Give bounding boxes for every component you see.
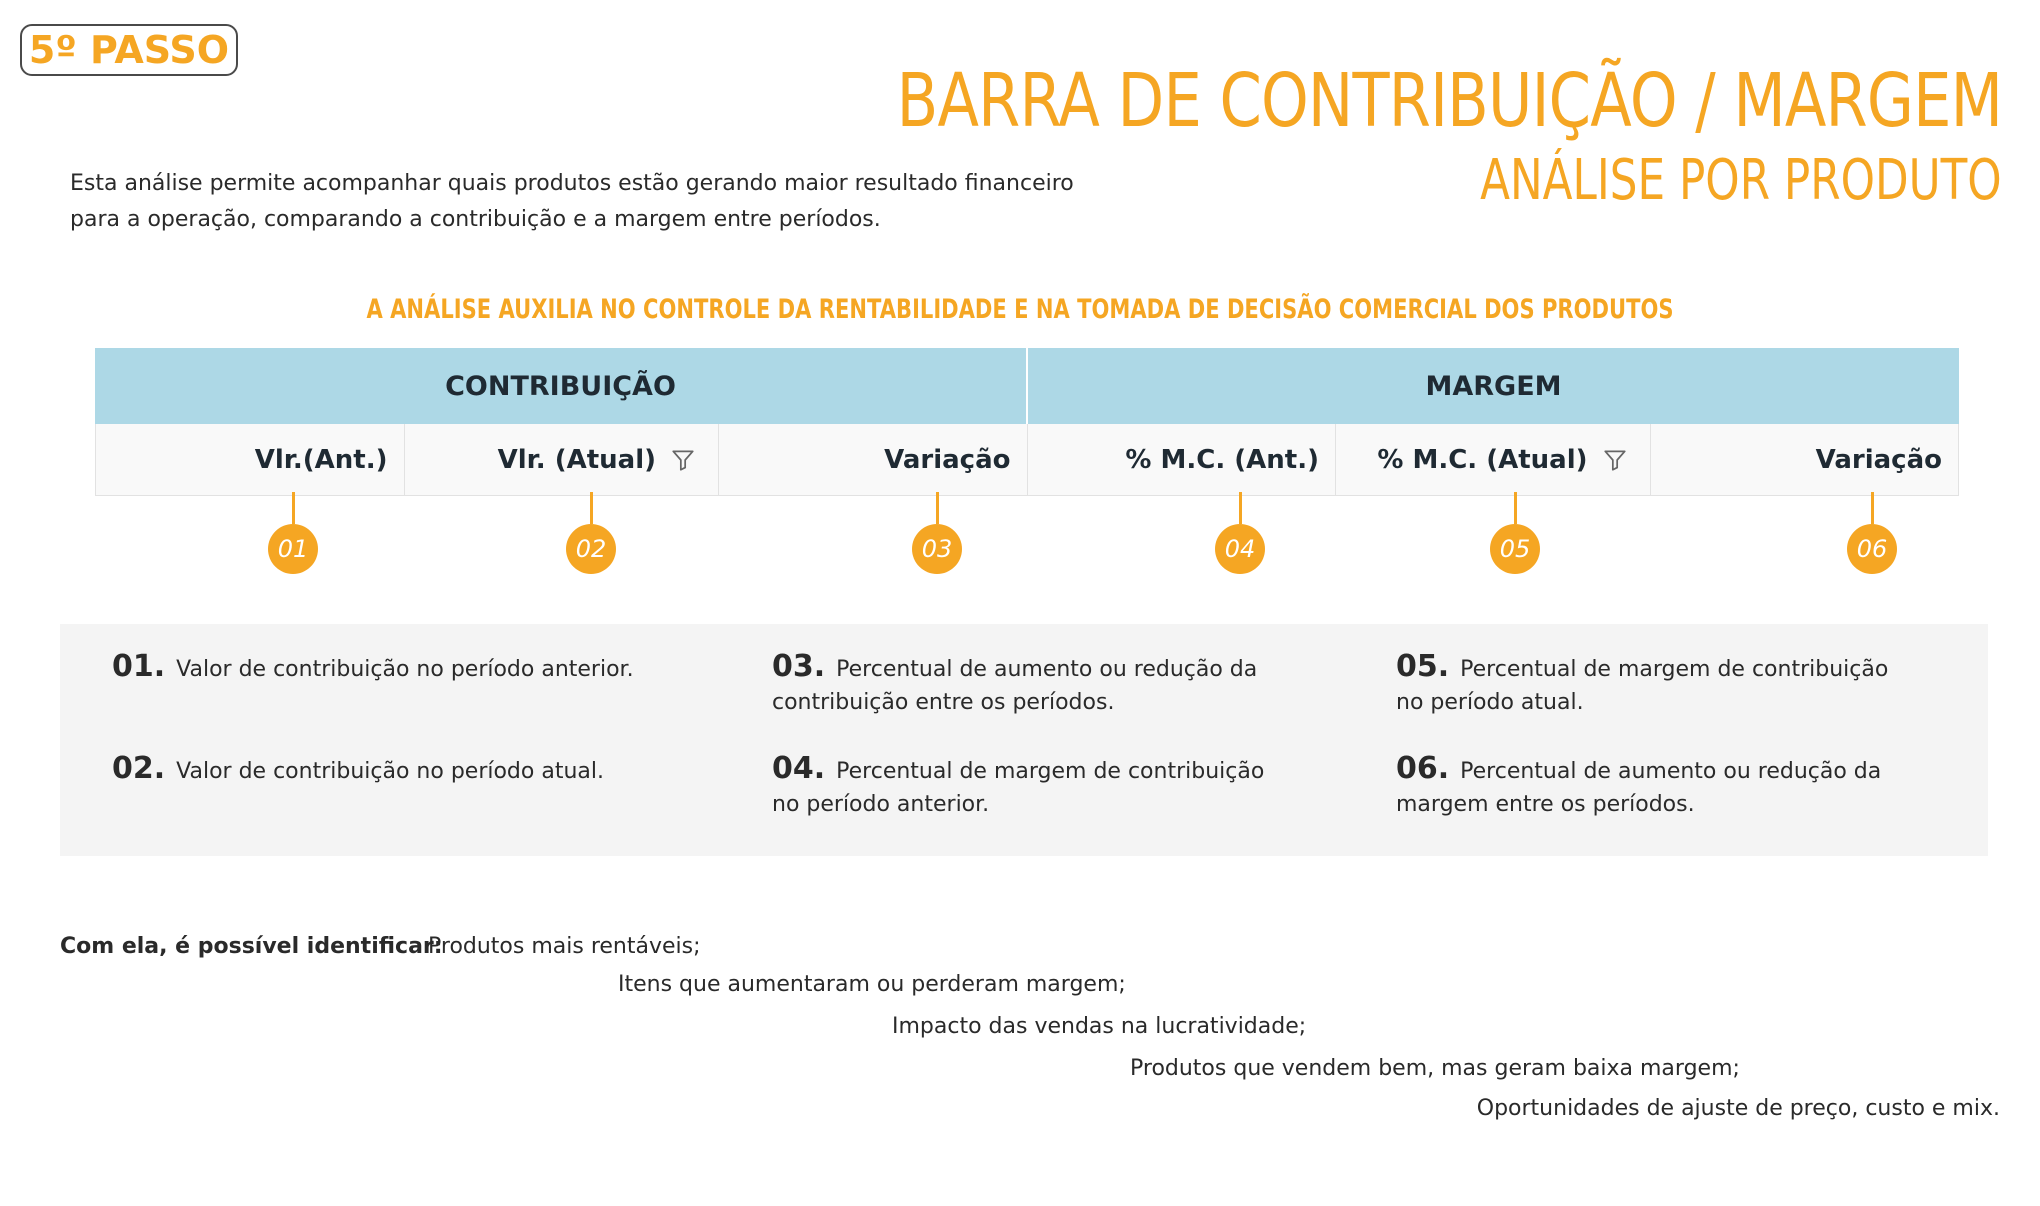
identify-item: Itens que aumentaram ou perderam margem; [618, 972, 1126, 997]
legend-text: Percentual de aumento ou redução da contribuição entre os períodos. [772, 657, 1258, 715]
identify-label: Com ela, é possível identificar: [60, 934, 443, 959]
marker-badge: 06 [1847, 524, 1897, 574]
marker-stem [936, 492, 939, 524]
marker-badge: 03 [912, 524, 962, 574]
tagline: A ANÁLISE AUXILIA NO CONTROLE DA RENTABILIDADE E NA TOMADA DE DECISÃO COMERCIAL DOS PRODUTOS [366, 294, 1674, 325]
marker-badge: 04 [1215, 524, 1265, 574]
legend-number: 04. [772, 751, 826, 786]
intro-text: Esta análise permite acompanhar quais produtos estão gerando maior resultado financeiro para a operação, comparando a contribuição e a margem entre períodos. [70, 171, 1074, 232]
group-header-contribution: CONTRIBUIÇÃO [445, 370, 676, 402]
legend-item-04 [772, 752, 1292, 821]
column-header-vlr-ant[interactable] [96, 424, 405, 495]
marker-stem [1871, 492, 1874, 524]
legend-item-05 [1396, 650, 1916, 719]
legend-text: Valor de contribuição no período anterior. [176, 657, 634, 682]
marker-03 [912, 492, 962, 574]
column-label: Variação [1815, 444, 1942, 475]
marker-stem [1514, 492, 1517, 524]
contribution-margin-table [95, 348, 1959, 496]
legend-number: 01. [112, 649, 166, 684]
column-label: % M.C. (Ant.) [1125, 444, 1319, 475]
column-header-row [95, 424, 1959, 496]
group-header-margin: MARGEM [1026, 348, 1959, 424]
marker-05 [1490, 492, 1540, 574]
group-header-row [95, 348, 1959, 424]
step-badge: 5º PASSO [20, 24, 238, 76]
column-header-variacao-contribuicao[interactable] [719, 424, 1028, 495]
column-label: Vlr. (Atual) [497, 444, 656, 475]
column-header-vlr-atual[interactable] [405, 424, 720, 495]
identify-item: Oportunidades de ajuste de preço, custo e mix. [1476, 1096, 2000, 1121]
legend-text: Percentual de margem de contribuição no período atual. [1396, 657, 1889, 715]
marker-06 [1847, 492, 1897, 574]
column-header-variacao-margem[interactable] [1651, 424, 1959, 495]
marker-02 [566, 492, 616, 574]
column-label: Vlr.(Ant.) [254, 444, 388, 475]
filter-icon[interactable] [670, 447, 696, 473]
marker-04 [1215, 492, 1265, 574]
page-subtitle: ANÁLISE POR PRODUTO [1480, 148, 2002, 213]
legend-number: 06. [1396, 751, 1450, 786]
legend-number: 02. [112, 751, 166, 786]
column-markers [95, 492, 1959, 572]
legend-text: Valor de contribuição no período atual. [176, 759, 604, 784]
marker-badge: 01 [268, 524, 318, 574]
marker-stem [292, 492, 295, 524]
column-label: % M.C. (Atual) [1377, 444, 1588, 475]
legend-number: 03. [772, 649, 826, 684]
identify-item: Produtos mais rentáveis; [428, 934, 701, 959]
legend-panel [60, 624, 1988, 856]
legend-item-02 [112, 752, 672, 788]
legend-item-01 [112, 650, 672, 686]
marker-01 [268, 492, 318, 574]
column-label: Variação [884, 444, 1011, 475]
marker-stem [590, 492, 593, 524]
legend-item-03 [772, 650, 1292, 719]
identify-item: Produtos que vendem bem, mas geram baixa margem; [1130, 1056, 1740, 1081]
identify-item: Impacto das vendas na lucratividade; [892, 1014, 1307, 1039]
marker-badge: 05 [1490, 524, 1540, 574]
legend-number: 05. [1396, 649, 1450, 684]
column-header-mc-atual[interactable] [1336, 424, 1651, 495]
column-header-mc-ant[interactable] [1028, 424, 1337, 495]
legend-item-06 [1396, 752, 1916, 821]
filter-icon[interactable] [1602, 447, 1628, 473]
legend-text: Percentual de aumento ou redução da margem entre os períodos. [1396, 759, 1882, 817]
page-title: BARRA DE CONTRIBUIÇÃO / MARGEM [896, 58, 2002, 144]
marker-stem [1239, 492, 1242, 524]
legend-text: Percentual de margem de contribuição no período anterior. [772, 759, 1265, 817]
marker-badge: 02 [566, 524, 616, 574]
